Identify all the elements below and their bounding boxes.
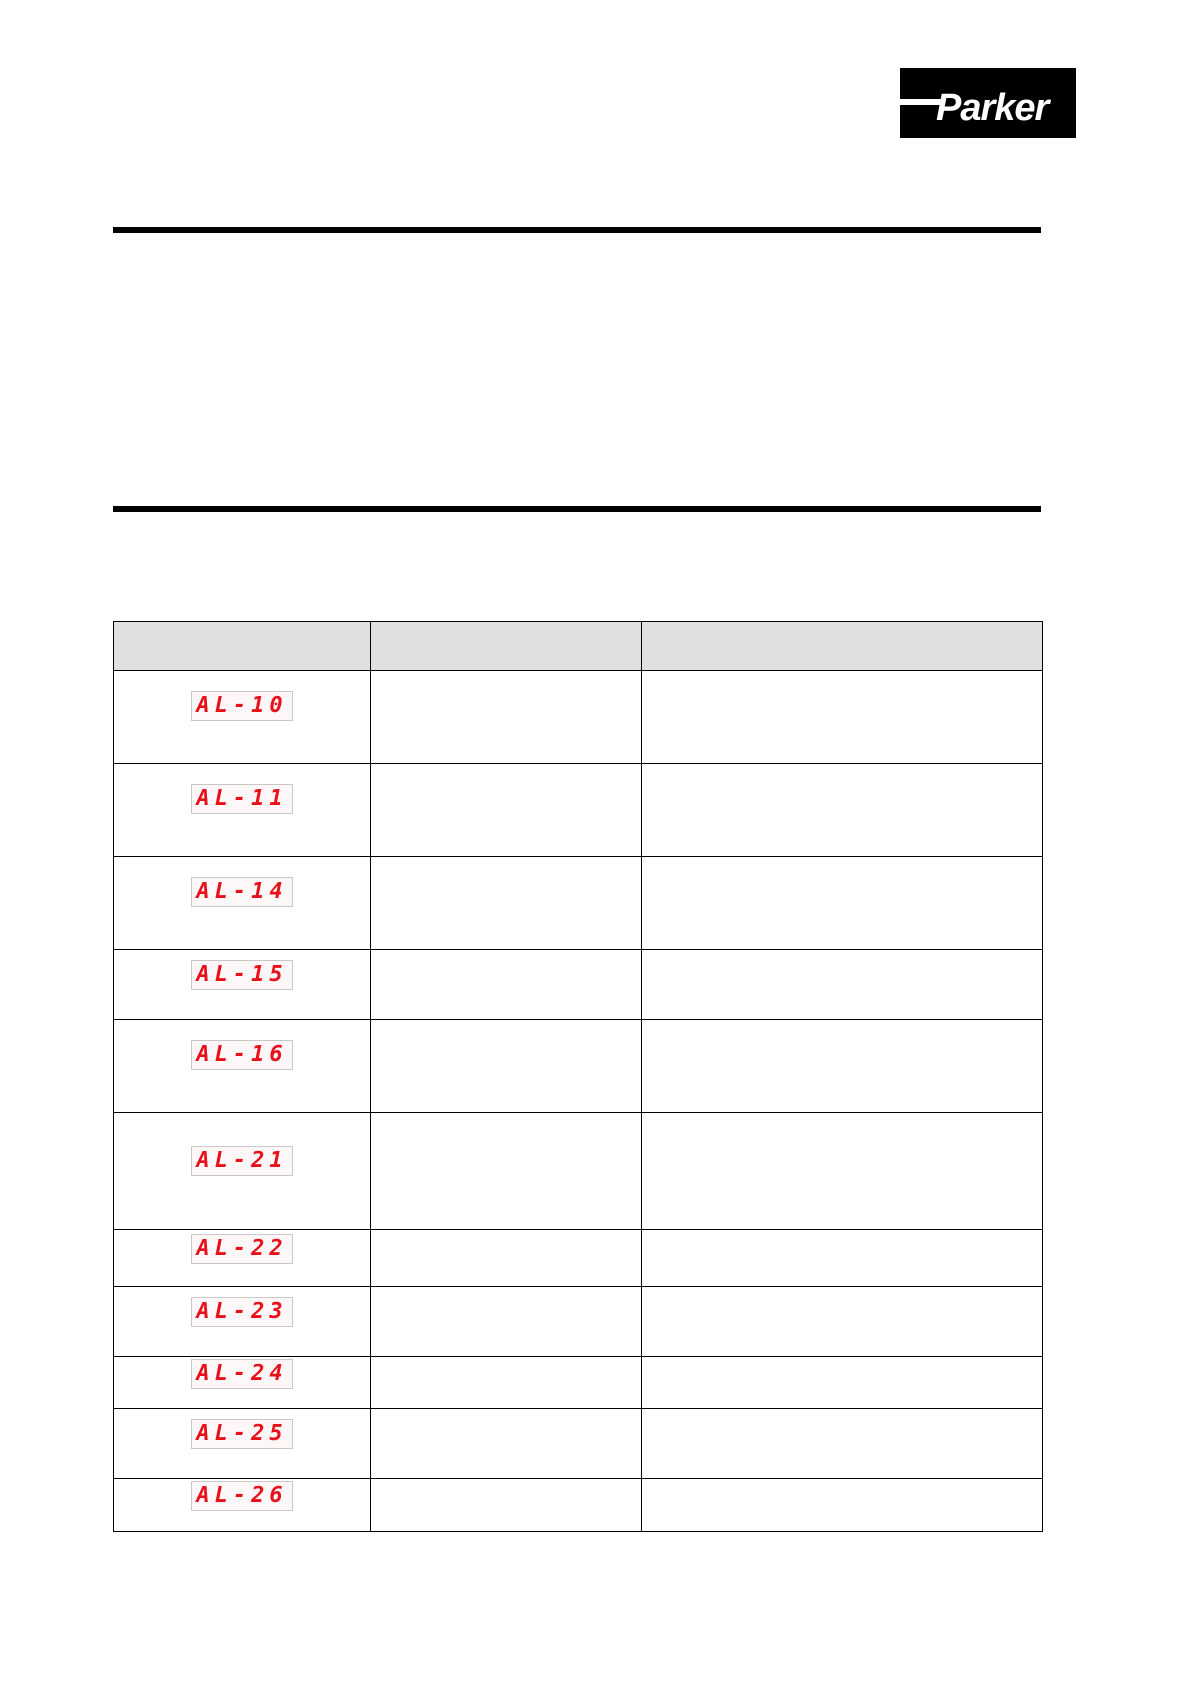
display-cell <box>114 1357 371 1409</box>
table-row <box>114 1287 1043 1357</box>
alarm-display-code: AL-11 <box>191 784 292 814</box>
table-row <box>114 1230 1043 1287</box>
alarm-display-code: AL-25 <box>191 1419 292 1449</box>
display-cell <box>114 1113 371 1230</box>
header-name <box>371 622 642 671</box>
parker-logo <box>900 68 1076 138</box>
description-cell <box>642 857 1043 950</box>
description-cell <box>642 1479 1043 1532</box>
description-cell <box>642 1020 1043 1113</box>
name-cell <box>371 1409 642 1479</box>
description-cell <box>642 1357 1043 1409</box>
description-cell <box>642 764 1043 857</box>
top-rule <box>113 227 1041 233</box>
alarm-display-code: AL-23 <box>191 1297 292 1327</box>
name-cell <box>371 1479 642 1532</box>
alarm-code-table <box>113 621 1043 1532</box>
bottom-rule <box>113 506 1041 512</box>
table-row <box>114 764 1043 857</box>
display-cell <box>114 1230 371 1287</box>
name-cell <box>371 950 642 1020</box>
description-cell <box>642 1113 1043 1230</box>
name-cell <box>371 1287 642 1357</box>
alarm-display-code: AL-10 <box>191 691 292 721</box>
description-cell <box>642 1409 1043 1479</box>
description-cell <box>642 671 1043 764</box>
table-row <box>114 857 1043 950</box>
alarm-display-code: AL-26 <box>191 1481 292 1511</box>
svg-text:Parker: Parker <box>936 87 1049 129</box>
alarm-display-code: AL-15 <box>191 960 292 990</box>
name-cell <box>371 1357 642 1409</box>
table-row <box>114 1409 1043 1479</box>
display-cell <box>114 671 371 764</box>
alarm-display-code: AL-22 <box>191 1234 292 1264</box>
name-cell <box>371 857 642 950</box>
table-header-row <box>114 622 1043 671</box>
display-cell <box>114 950 371 1020</box>
alarm-display-code: AL-14 <box>191 877 292 907</box>
header-display <box>114 622 371 671</box>
display-cell <box>114 857 371 950</box>
table-row <box>114 1020 1043 1113</box>
display-cell <box>114 1409 371 1479</box>
description-cell <box>642 1230 1043 1287</box>
table-row <box>114 671 1043 764</box>
description-cell <box>642 950 1043 1020</box>
alarm-display-code: AL-16 <box>191 1040 292 1070</box>
name-cell <box>371 764 642 857</box>
display-cell <box>114 1287 371 1357</box>
display-cell <box>114 764 371 857</box>
table-row <box>114 950 1043 1020</box>
name-cell <box>371 671 642 764</box>
name-cell <box>371 1113 642 1230</box>
name-cell <box>371 1230 642 1287</box>
header-description <box>642 622 1043 671</box>
table-row <box>114 1479 1043 1532</box>
table-row <box>114 1357 1043 1409</box>
display-cell <box>114 1020 371 1113</box>
alarm-display-code: AL-21 <box>191 1146 292 1176</box>
table-row <box>114 1113 1043 1230</box>
alarm-display-code: AL-24 <box>191 1359 292 1389</box>
display-cell <box>114 1479 371 1532</box>
description-cell <box>642 1287 1043 1357</box>
name-cell <box>371 1020 642 1113</box>
